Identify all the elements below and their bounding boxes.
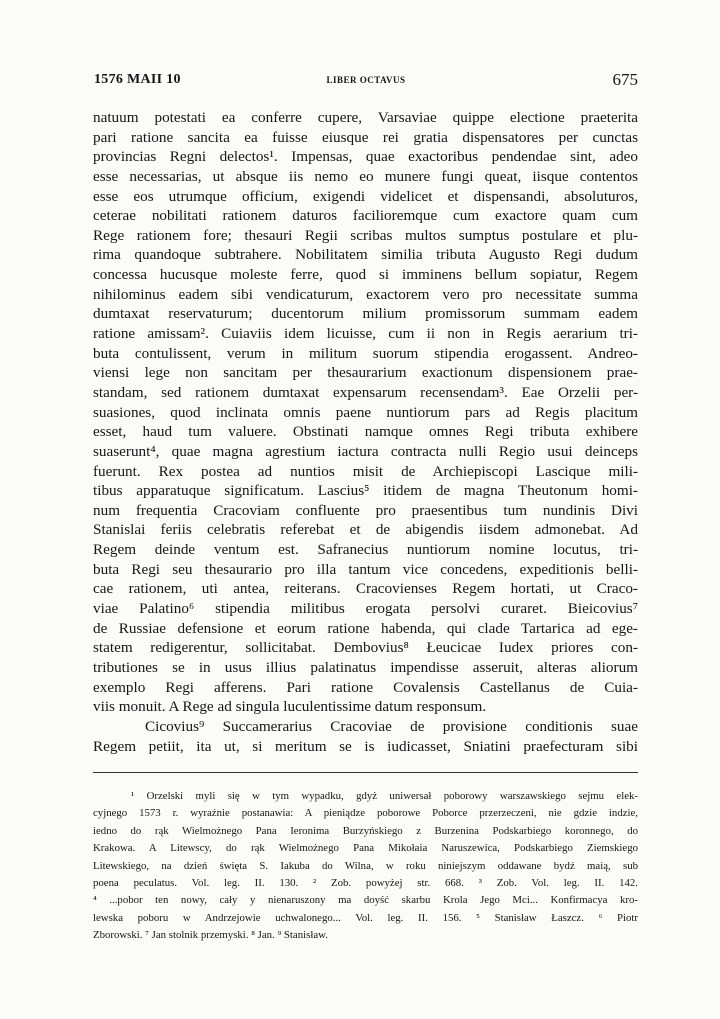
text-line: viae Palatino⁶ stipendia militibus erogata persolvi curaret. Bieicovius⁷ [93,600,638,618]
text-line: pari ratione sancita ea fuisse eiusque rei gratia dispensatores per cunctas [93,128,638,146]
running-header [94,70,638,94]
text-line: concessa hucusque moleste ferre, quod si imminens bellum sopiatur, Regem [93,266,638,284]
text-line: Rege rationem fore; thesauri Regii scribas multos sumptus postulare et plu- [93,226,638,244]
text-line: cae rationem, uti antea, reiterans. Cracovienses Regem hortati, ut Craco- [93,580,638,598]
text-line: esse necessarias, ut absque iis nemo eo munere fungi queat, iisque contentos [93,167,638,185]
text-line: viensi lege non sancitam per thesaurarium exactionum dispensionem prae- [93,364,638,382]
footnote-line: Zborowski. ⁷ Jan stolnik przemyski. ⁸ Jan. ⁹ Stanisław. [93,929,328,942]
text-line: fuerunt. Rex postea ad nuntios misit de Archiepiscopi Lascique mili- [93,462,638,480]
footnote-line: ⁴ ...pobor ten nowy, cały y nienaruszony ma doyść skarbu Krola Jego Mci... Konfirmacya kro- [93,894,638,907]
text-line: ceterae nobilitati rationem daturos facilioremque cum exactore quam cum [93,207,638,225]
text-line: Regem petiit, ita ut, si meritum se is iudicasset, Sniatini praefecturam sibi [93,737,638,755]
text-line: natuum potestati ea conferre cupere, Varsaviae quippe electione praeterita [93,109,638,126]
text-line: statem redigerentur, sollicitabat. Dembovius⁸ Łeucicae Iudex priores con- [93,639,638,657]
text-line: tibus apparatuque significatum. Lascius⁵ itidem de magna Theutonum homi- [93,482,638,500]
text-line: ratione amissam². Cuiaviis idem licuisse, cum ii non in Regis aerarium tri- [93,325,638,343]
text-line: esset, haud tum valuere. Obstinati namque omnes Regi tributa exhibere [93,423,638,441]
text-line: buta Regi seu thesaurario pro illa tantum vice concedens, expeditionis belli- [93,560,638,578]
footnote-line: poena peculatus. Vol. leg. II. 130. ² Zob. powyżej str. 668. ³ Zob. Vol. leg. II. 142. [93,876,638,889]
footnote-line: lewska poboru w Andrzejowie uchwalonego... Vol. leg. II. 156. ⁵ Stanisław Łaszcz. ⁶ Piotr [93,911,638,924]
footnote-line: cyjnego 1573 r. wyraźnie postanawia: A pieniądze poborowe Poborce przerzeczeni, nie gdzie indzie, [93,807,638,820]
main-text [93,108,638,756]
text-line: nihilominus eadem sibi vendicaturum, exactorem vero pro necessitate summa [93,285,638,303]
text-line: rima quandoque subtrahere. Nobilitatem similia tributa Augusto Regi dudum [93,246,638,264]
text-line: dumtaxat reservaturum; ducentorum milium promissorum summam eadem [93,305,638,323]
text-line: Regem deinde ventum est. Safranecius nuntiorum nomine locutus, tri- [93,541,638,559]
text-line: tributiones se in usus illius palatinatus impendisse asseruit, alteras aliorum [93,658,638,676]
text-line: suasiones, quod inclinata omnis paene nuntiorum pars ad Regis placitum [93,403,638,421]
footnote-line: ¹ Orzelski myli się w tym wypadku, gdyż uniwersał poborowy warszawskiego sejmu elek- [131,790,638,802]
footnote-line: iedno do rąk Wielmożnego Pana Ieronima Burzyńskiego z Burzenina Podskarbiego koronnego, do [93,824,638,837]
text-line: standam, sed rationem dumtaxat expensarum recensendam³. Eae Orzelii per- [93,383,638,401]
text-line: buta contulissent, verum in militum suorum stipendia erogassent. Andreo- [93,344,638,362]
footnote-separator [93,772,638,773]
text-line: exemplo Regi afferens. Pari ratione Covalensis Castellanus de Cuia- [93,678,638,696]
text-line: Cicovius⁹ Succamerarius Cracoviae de provisione conditionis suae [145,717,638,735]
header-book-title: LIBER OCTAVUS [326,75,406,85]
header-date: 1576 MAII 10 [94,72,181,87]
footnote-line: Krakowa. A Litewscy, do rąk Wielmożnego Pana Mikołaia Naruszewica, Podskarbiego Ziemskiego [93,842,638,855]
text-line: esse eos utrumque officium, exigendi videlicet et dispensandi, absoluturos, [93,187,638,205]
text-line: viis monuit. A Rege ad singula luculentissime datum responsum. [93,698,487,716]
text-line: provincias Regni delectos¹. Impensas, quae exactoribus pendendae sint, adeo [93,148,638,166]
text-line: suaserunt⁴, quae magna agrestium iactura contracta nulli Regio usui deinceps [93,442,638,460]
footnotes [93,788,638,945]
text-line: num frequentia Cracoviam confluente pro praesentibus tum nundinis Divi [93,501,638,519]
text-line: de Russiae defensione et eorum ratione habenda, qui clade Tartarica ad ege- [93,619,638,637]
page-number: 675 [612,70,638,89]
text-line: Stanislai feriis celebratis referebat et de abigendis iisdem admonebat. Ad [93,521,638,539]
footnote-line: Litewskiego, na dzień święta S. Iakuba do Wilna, w roku niniejszym oddawane bydź maią, sub [93,859,638,872]
